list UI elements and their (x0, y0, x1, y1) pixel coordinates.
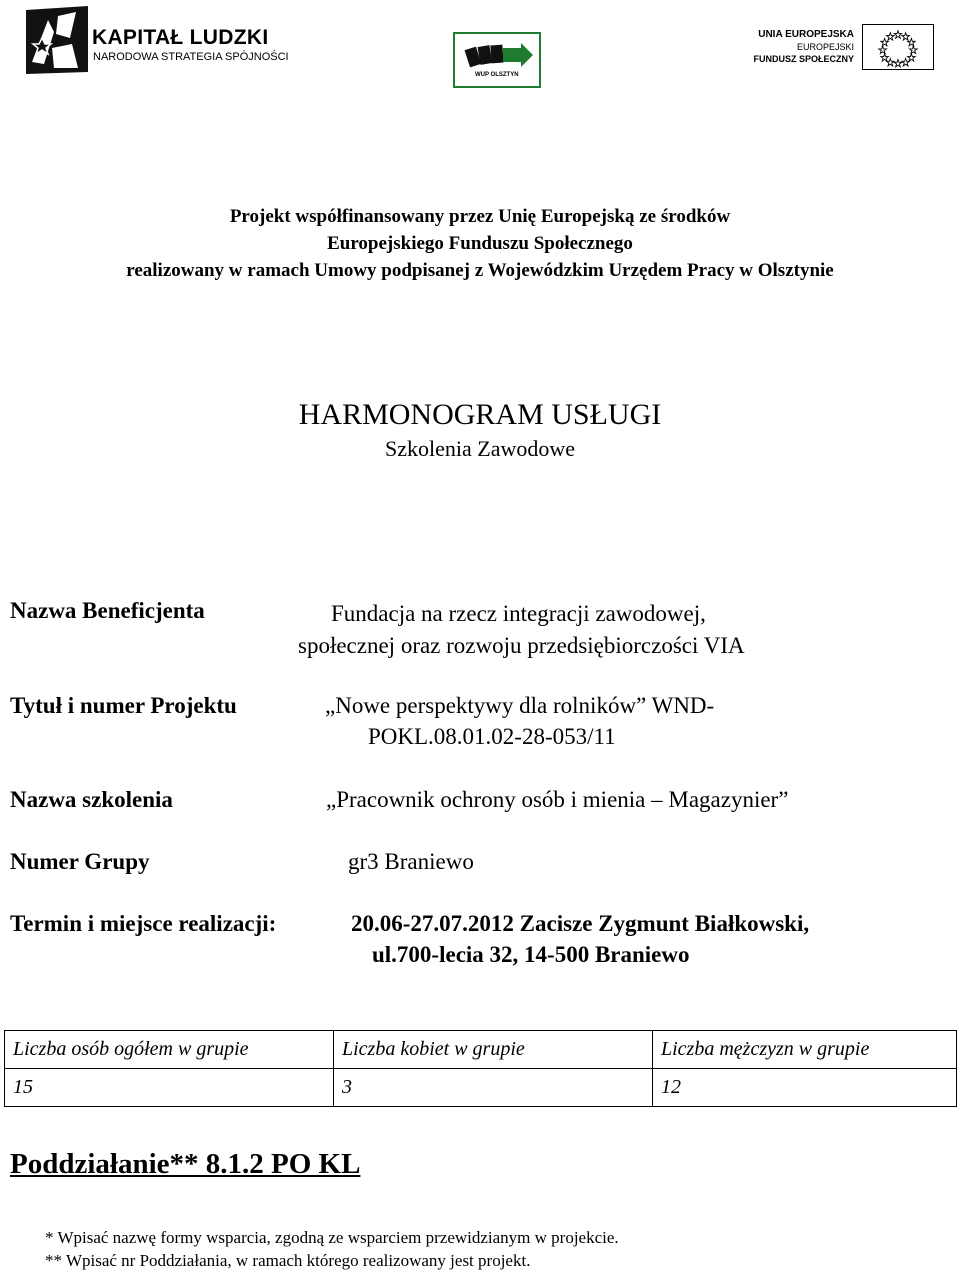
cofinancing-statement (0, 203, 960, 284)
header-total: Liczba osób ogółem w grupie (5, 1031, 334, 1069)
table-row (5, 1069, 957, 1107)
group-label: Numer Grupy (10, 849, 150, 874)
table-header-row (5, 1031, 957, 1069)
value-total: 15 (5, 1069, 334, 1107)
beneficiary-value-line2: społecznej oraz rozwoju przedsiębiorczości VIA (298, 633, 745, 658)
project-value-line1: „Nowe perspektywy dla rolników” WND- (325, 693, 715, 718)
wup-cards-icon (463, 40, 535, 72)
wup-olsztyn-logo (453, 32, 541, 88)
beneficiary-label: Nazwa Beneficjenta (10, 598, 205, 623)
training-value: „Pracownik ochrony osób i mienia – Magazynier” (326, 787, 789, 812)
intro-line-1: Projekt współfinansowany przez Unię Europejską ze środków (229, 206, 731, 227)
project-value-line2: POKL.08.01.02-28-053/11 (368, 724, 616, 749)
footnote-1: * Wpisać nazwę formy wsparcia, zgodną ze wsparciem przewidzianym w projekcie. (45, 1228, 619, 1247)
eu-label-line3: FUNDUSZ SPOŁECZNY (753, 54, 854, 64)
term-value-line1: 20.06-27.07.2012 Zacisze Zygmunt Białkowski, (351, 911, 810, 936)
document-subtitle: Szkolenia Zawodowe (385, 436, 575, 461)
eu-fund-label (753, 29, 854, 65)
term-value-line2: ul.700-lecia 32, 14-500 Braniewo (372, 942, 690, 967)
value-men: 12 (653, 1069, 957, 1107)
wup-label: WUP OLSZTYN (475, 72, 519, 78)
kapital-ludzki-subtitle: NARODOWA STRATEGIA SPÓJNOŚCI (93, 51, 289, 63)
footnotes (45, 1226, 619, 1272)
kapital-ludzki-emblem-icon (18, 2, 94, 78)
kapital-ludzki-title: KAPITAŁ LUDZKI (92, 26, 269, 49)
group-counts-table (4, 1030, 957, 1107)
value-women: 3 (334, 1069, 653, 1107)
kapital-ludzki-logo (18, 2, 289, 78)
footnote-2: ** Wpisać nr Poddziałania, w ramach którego realizowany jest projekt. (45, 1251, 531, 1270)
eu-flag-icon (862, 24, 934, 70)
header-women: Liczba kobiet w grupie (334, 1031, 653, 1069)
training-label: Nazwa szkolenia (10, 787, 173, 812)
eu-label-line2: EUROPEJSKI (796, 42, 854, 52)
sub-action-heading: Poddziałanie** 8.1.2 PO KL (10, 1148, 361, 1180)
intro-line-3: realizowany w ramach Umowy podpisanej z Wojewódzkim Urzędem Pracy w Olsztynie (126, 260, 834, 281)
group-value: gr3 Braniewo (348, 849, 474, 874)
document-title: HARMONOGRAM USŁUGI (298, 398, 662, 431)
intro-line-2: Europejskiego Funduszu Społecznego (327, 233, 633, 254)
project-label: Tytuł i numer Projektu (10, 693, 237, 718)
term-label: Termin i miejsce realizacji: (10, 911, 277, 936)
eu-label-line1: UNIA EUROPEJSKA (758, 29, 854, 40)
header-men: Liczba mężczyzn w grupie (653, 1031, 957, 1069)
beneficiary-value-line1: Fundacja na rzecz integracji zawodowej, (331, 601, 706, 626)
